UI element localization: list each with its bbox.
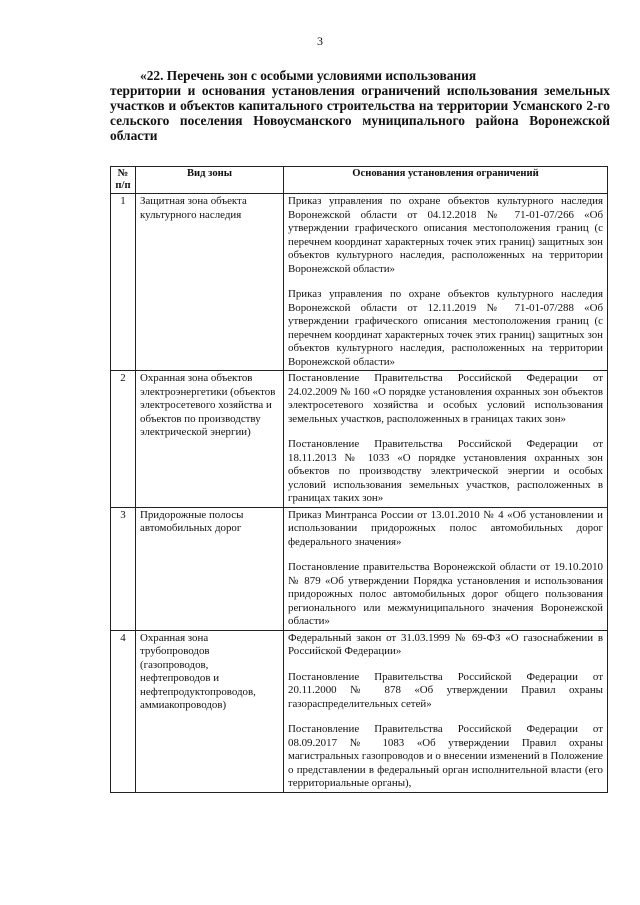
- row-number: 4: [111, 630, 136, 792]
- heading-line-1: «22. Перечень зон с особыми условиями использования: [140, 68, 477, 83]
- heading-continuation: территории и основания установления ограничений использования земельных участков и объектов капитального строительства на территории Усманского 2-го сельского поселения Новоусманского муниципального района Воронежской области: [110, 83, 610, 143]
- basis-paragraph: Постановление Правительства Российской Федерации от 20.11.2000 № 878 «Об утверждении Правил охраны газораспределительных сетей»: [288, 670, 603, 710]
- zone-kind: Защитная зона объекта культурного наследия: [136, 194, 284, 371]
- zone-kind: Придорожные полосы автомобильных дорог: [136, 507, 284, 630]
- table-row: [111, 194, 608, 371]
- basis-paragraph: Постановление Правительства Российской Федерации от 24.02.2009 № 160 «О порядке установления охранных зон объектов электросетевого хозяйства и особых условий использования земельных участков, расположенных в границах таких зон»: [288, 372, 603, 425]
- basis-paragraph: Постановление Правительства Российской Федерации от 08.09.2017 № 1083 «Об утверждении Правил охраны магистральных газопроводов и о внесении изменений в Положение о представлении в федеральный орган исполнительной власти (его территориальные органы),: [288, 723, 603, 789]
- zones-table: [110, 166, 608, 793]
- header-number: № п/п: [111, 167, 136, 194]
- restriction-basis: [284, 630, 608, 792]
- row-number: 2: [111, 371, 136, 508]
- restriction-basis: [284, 507, 608, 630]
- document-heading: [110, 68, 610, 143]
- basis-paragraph: Приказ Минтранса России от 13.01.2010 № 4 «Об установлении и использовании придорожных полос автомобильных дорог федерального значения»: [288, 508, 603, 548]
- table-row: [111, 507, 608, 630]
- basis-paragraph: Постановление Правительства Российской Федерации от 18.11.2013 № 1033 «О порядке установления охранных зон объектов по производству электрической энергии и особых условий использования земельных участков, расположенных в границах таких зон»: [288, 438, 603, 504]
- basis-paragraph: Приказ управления по охране объектов культурного наследия Воронежской области от 04.12.2018 № 71-01-07/266 «Об утверждении графического описания местоположения границ (с перечнем координат характерных точек этих границ) защитных зон объектов культурного наследия, расположенных на территории Воронежской области»: [288, 195, 603, 275]
- basis-paragraph: Постановление правительства Воронежской области от 19.10.2010 № 879 «Об утверждении Порядка установления и использования придорожных полос автомобильных дорог общего пользования регионального или межмуниципального значения Воронежской области»: [288, 561, 603, 627]
- table-row: [111, 630, 608, 792]
- row-number: 1: [111, 194, 136, 371]
- restriction-basis: [284, 371, 608, 508]
- page-number: 3: [317, 34, 323, 48]
- zone-kind: Охранная зона объектов электроэнергетики (объектов электросетевого хозяйства и объектов по производству электрической энергии): [136, 371, 284, 508]
- restriction-basis: [284, 194, 608, 371]
- basis-paragraph: Федеральный закон от 31.03.1999 № 69-ФЗ «О газоснабжении в Российской Федерации»: [288, 631, 603, 657]
- table-row: [111, 371, 608, 508]
- header-zone-kind: Вид зоны: [136, 167, 284, 194]
- zone-kind: Охранная зона трубопроводов (газопроводов, нефтепроводов и нефтепродуктопроводов, аммиакопроводов): [136, 630, 284, 792]
- row-number: 3: [111, 507, 136, 630]
- table-header-row: [111, 167, 608, 194]
- basis-paragraph: Приказ управления по охране объектов культурного наследия Воронежской области от 12.11.2019 № 71-01-07/288 «Об утверждении графического описания местоположения границ (с перечнем координат характерных точек этих границ) защитных зон объектов культурного наследия, расположенных на территории Воронежской области»: [288, 288, 603, 368]
- header-restriction-basis: Основания установления ограничений: [284, 167, 608, 194]
